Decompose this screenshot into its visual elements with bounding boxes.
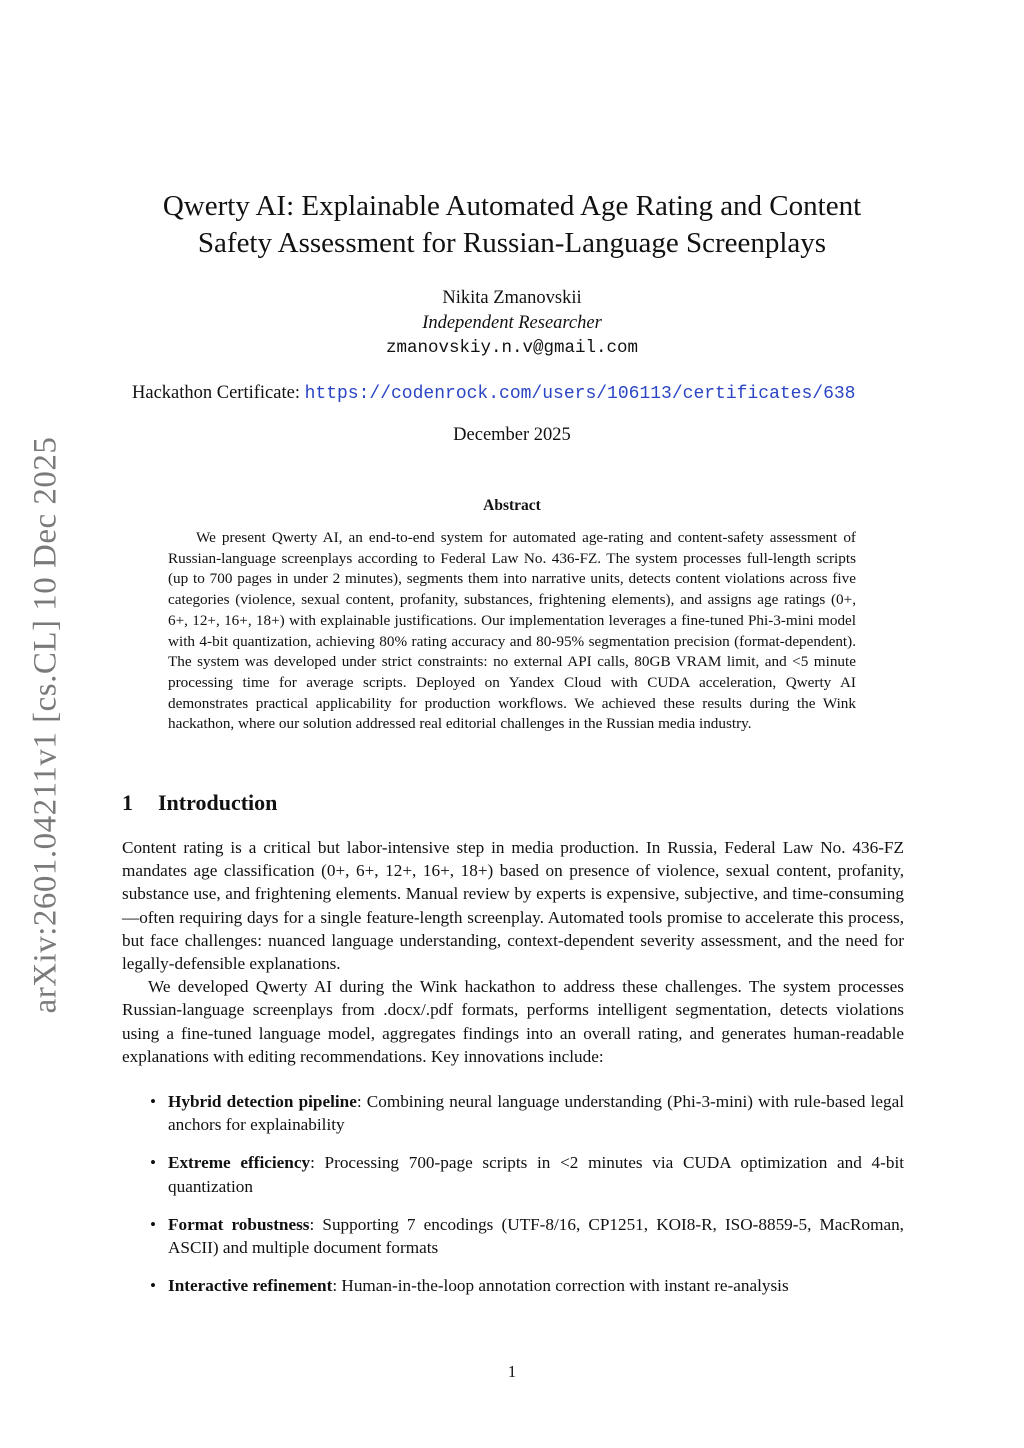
title-line-1: Qwerty AI: Explainable Automated Age Rating and Content [162, 190, 862, 222]
author-name: Nikita Zmanovskii [442, 288, 582, 308]
section-number: 1 [122, 790, 133, 815]
list-item [122, 1274, 904, 1297]
bullet-icon: • [150, 1092, 157, 1111]
bullet-term: Hybrid detection pipeline [168, 1092, 357, 1111]
bullet-term: Format robustness [168, 1214, 310, 1234]
list-item [122, 1151, 904, 1197]
abstract-heading: Abstract [483, 497, 541, 514]
title-line-2: Safety Assessment for Russian-Language Screenplays [197, 227, 827, 259]
introduction-body [122, 836, 904, 1068]
bullet-text: : Human-in-the-loop annotation correction with instant re-analysis [332, 1276, 789, 1296]
bullet-text: : Combining neural language understanding (Phi-3-mini) with rule-based legal anchors for explainability [168, 1092, 904, 1135]
introduction-paragraph-2: We developed Qwerty AI during the Wink hackathon to address these challenges. The system processes Russian-language screenplays from .docx/.pdf formats, performs intelligent segmentation, detects violations using a fine-tuned language model, aggregates findings into an overall rating, and generates human-readable explanations with editing recommendations. Key innovations include: [122, 977, 904, 1066]
key-innovations-list [122, 1090, 904, 1312]
introduction-paragraph-1: Content rating is a critical but labor-intensive step in media production. In Russia, Federal Law No. 436-FZ mandates age classification (0+, 6+, 12+, 16+, 18+) based on presence of violence, sexual content, profanity, substance use, and frightening elements. Manual review by experts is expensive, subjective, and time-consuming—often requiring days for a single feature-length screenplay. Automated tools promise to accelerate this process, but face challenges: nuanced language understanding, context-dependent severity assessment, and the need for legally-defensible explanations. [122, 838, 904, 974]
section-title: Introduction [158, 790, 278, 815]
certificate-link[interactable]: https://codenrock.com/users/106113/certificates/638 [304, 384, 856, 404]
list-item [122, 1090, 904, 1136]
section-heading-introduction [122, 790, 277, 816]
author-block [100, 286, 924, 361]
page-number: 1 [507, 1362, 517, 1381]
bullet-icon: • [150, 1153, 157, 1173]
hackathon-certificate [132, 383, 855, 404]
bullet-icon: • [150, 1214, 157, 1234]
author-email: zmanovskiy.n.v@gmail.com [385, 338, 639, 358]
abstract-text: We present Qwerty AI, an end-to-end system for automated age-rating and content-safety assessment of Russian-language screenplays according to Federal Law No. 436-FZ. The system processes full-length scripts (up to 700 pages in under 2 minutes), segments them into narrative units, detects content violations across five categories (violence, sexual content, profanity, substances, frightening elements), and assigns age ratings (0+, 6+, 12+, 16+, 18+) with explainable justifications. Our implementation leverages a fine-tuned Phi-3-mini model with 4-bit quantization, achieving 80% rating accuracy and 80-95% segmentation precision (format-dependent). The system was developed under strict constraints: no external API calls, 80GB VRAM limit, and <5 minute processing time for average scripts. Deployed on Yandex Cloud with CUDA acceleration, Qwerty AI demonstrates practical applicability for production workflows. We achieved these results during the Wink hackathon, where our solution addressed real editorial challenges in the Russian media industry. [168, 529, 856, 733]
bullet-text: : Processing 700-page scripts in <2 minutes via CUDA optimization and 4-bit quantization [168, 1153, 904, 1196]
list-item [122, 1213, 904, 1259]
bullet-term: Interactive refinement [168, 1276, 333, 1296]
bullet-text: : Supporting 7 encodings (UTF-8/16, CP1251, KOI8-R, ISO-8859-5, MacRoman, ASCII) and multiple document formats [168, 1214, 904, 1258]
certificate-label: Hackathon Certificate: [132, 383, 300, 403]
publication-date: December 2025 [453, 425, 571, 445]
paper-title [100, 188, 924, 262]
bullet-term: Extreme efficiency [168, 1153, 311, 1173]
arxiv-identifier-stamp: arXiv:2601.04211v1 [cs.CL] 10 Dec 2025 [27, 436, 64, 1014]
bullet-icon: • [150, 1276, 157, 1296]
author-affiliation: Independent Researcher [422, 313, 602, 333]
